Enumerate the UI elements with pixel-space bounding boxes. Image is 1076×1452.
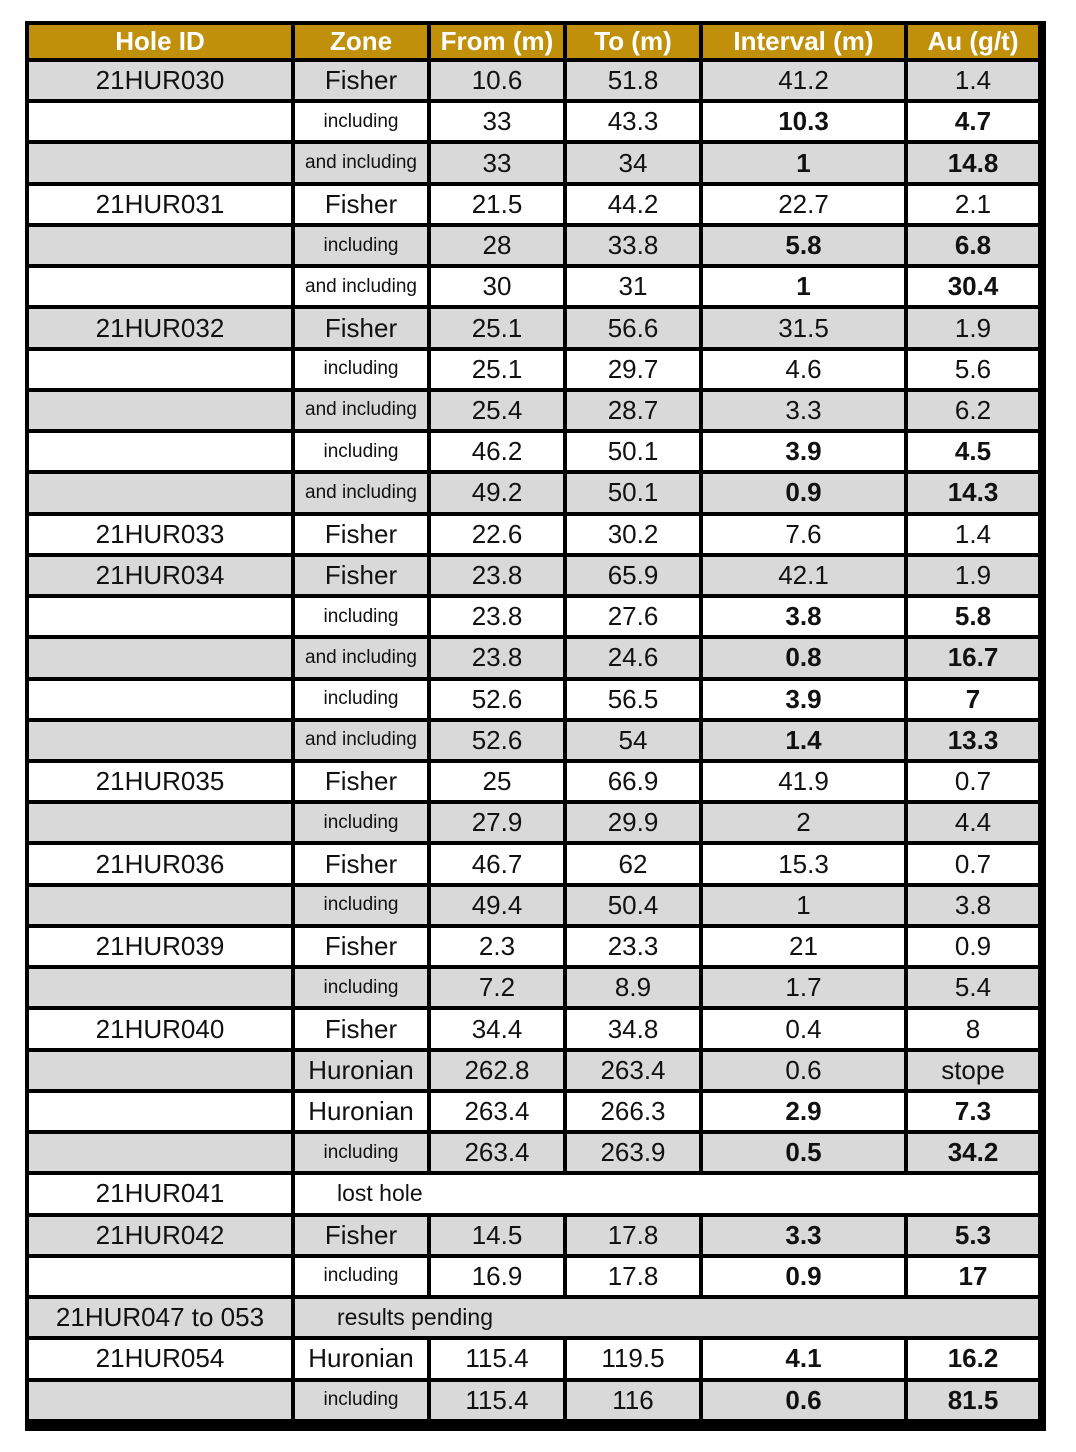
cell-au: 2.1 [908,186,1038,223]
cell-zone: including [295,887,427,924]
cell-from: 33 [431,103,563,140]
cell-zone: and including [295,474,427,511]
cell-hole-id [29,392,291,429]
cell-zone: including [295,598,427,635]
cell-from: 49.4 [431,887,563,924]
cell-hole-id [29,969,291,1006]
cell-hole-id [29,1093,291,1130]
cell-to: 29.9 [567,804,699,841]
cell-interval: 31.5 [703,309,904,346]
cell-to: 17.8 [567,1217,699,1254]
cell-hole-id [29,144,291,181]
cell-hole-id [29,722,291,759]
cell-interval: 2.9 [703,1093,904,1130]
cell-from: 52.6 [431,722,563,759]
cell-hole-id [29,804,291,841]
cell-from: 23.8 [431,639,563,676]
cell-to: 34 [567,144,699,181]
cell-zone: including [295,1382,427,1420]
cell-au: 0.9 [908,928,1038,965]
table-row [29,516,1038,553]
cell-to: 62 [567,845,699,882]
table-row [29,969,1038,1006]
cell-au: 81.5 [908,1382,1038,1420]
table-row [29,598,1038,635]
header-interval: Interval (m) [703,25,904,58]
cell-interval: 41.9 [703,763,904,800]
cell-interval: 4.1 [703,1340,904,1377]
cell-to: 30.2 [567,516,699,553]
cell-zone: Huronian [295,1093,427,1130]
cell-interval: 7.6 [703,516,904,553]
cell-hole-id [29,1052,291,1089]
cell-to: 28.7 [567,392,699,429]
cell-au: 0.7 [908,845,1038,882]
cell-zone: and including [295,392,427,429]
table-row [29,722,1038,759]
cell-hole-id: 21HUR047 to 053 [29,1299,291,1336]
cell-from: 22.6 [431,516,563,553]
cell-note: results pending [295,1299,1038,1336]
cell-from: 52.6 [431,681,563,718]
cell-from: 25.1 [431,351,563,388]
cell-au: 34.2 [908,1134,1038,1171]
table-row [29,1340,1038,1377]
cell-from: 25 [431,763,563,800]
cell-from: 263.4 [431,1093,563,1130]
cell-from: 7.2 [431,969,563,1006]
cell-au: 7.3 [908,1093,1038,1130]
cell-to: 44.2 [567,186,699,223]
cell-to: 51.8 [567,62,699,99]
cell-zone: Huronian [295,1340,427,1377]
table-row [29,62,1038,99]
cell-hole-id [29,474,291,511]
table-row [29,1052,1038,1089]
cell-hole-id [29,598,291,635]
cell-to: 266.3 [567,1093,699,1130]
cell-to: 31 [567,268,699,305]
cell-au: 3.8 [908,887,1038,924]
cell-hole-id [29,1258,291,1295]
cell-interval: 15.3 [703,845,904,882]
cell-zone: including [295,804,427,841]
cell-au: 1.4 [908,516,1038,553]
cell-from: 46.7 [431,845,563,882]
cell-zone: and including [295,144,427,181]
cell-zone: Fisher [295,186,427,223]
cell-interval: 0.6 [703,1052,904,1089]
cell-interval: 1 [703,144,904,181]
cell-zone: including [295,351,427,388]
table-row [29,1093,1038,1130]
table-row [29,1299,1038,1336]
cell-au: 30.4 [908,268,1038,305]
header-au: Au (g/t) [908,25,1038,58]
cell-to: 50.1 [567,474,699,511]
cell-zone: Fisher [295,62,427,99]
cell-interval: 2 [703,804,904,841]
cell-zone: Huronian [295,1052,427,1089]
cell-interval: 5.8 [703,227,904,264]
cell-interval: 1.7 [703,969,904,1006]
cell-au: 1.4 [908,62,1038,99]
cell-au: 4.5 [908,433,1038,470]
table-row [29,1134,1038,1171]
cell-from: 30 [431,268,563,305]
table-row [29,639,1038,676]
cell-interval: 10.3 [703,103,904,140]
cell-interval: 0.4 [703,1010,904,1047]
cell-interval: 0.8 [703,639,904,676]
cell-interval: 21 [703,928,904,965]
header-zone: Zone [295,25,427,58]
cell-au: 14.3 [908,474,1038,511]
cell-from: 10.6 [431,62,563,99]
cell-hole-id [29,103,291,140]
cell-hole-id [29,268,291,305]
cell-to: 50.1 [567,433,699,470]
cell-zone: including [295,1134,427,1171]
cell-interval: 41.2 [703,62,904,99]
table-row [29,1175,1038,1212]
cell-au: 4.7 [908,103,1038,140]
cell-interval: 3.8 [703,598,904,635]
cell-note: lost hole [295,1175,1038,1212]
cell-interval: 3.9 [703,681,904,718]
cell-hole-id [29,1382,291,1420]
cell-interval: 0.9 [703,474,904,511]
cell-to: 29.7 [567,351,699,388]
table-row [29,887,1038,924]
cell-to: 119.5 [567,1340,699,1377]
cell-au: 1.9 [908,557,1038,594]
cell-zone: Fisher [295,928,427,965]
cell-hole-id [29,1134,291,1171]
table-row [29,227,1038,264]
cell-from: 21.5 [431,186,563,223]
cell-au: stope [908,1052,1038,1089]
assay-results-table [25,21,1042,1423]
cell-au: 13.3 [908,722,1038,759]
cell-from: 25.1 [431,309,563,346]
table-row [29,1382,1038,1420]
cell-hole-id [29,639,291,676]
cell-zone: Fisher [295,557,427,594]
cell-au: 17 [908,1258,1038,1295]
cell-interval: 4.6 [703,351,904,388]
cell-zone: and including [295,639,427,676]
table-row [29,433,1038,470]
cell-hole-id [29,227,291,264]
cell-au: 16.7 [908,639,1038,676]
cell-au: 1.9 [908,309,1038,346]
cell-au: 6.2 [908,392,1038,429]
cell-from: 115.4 [431,1340,563,1377]
cell-zone: Fisher [295,763,427,800]
table-row [29,144,1038,181]
cell-au: 5.6 [908,351,1038,388]
cell-au: 16.2 [908,1340,1038,1377]
cell-to: 8.9 [567,969,699,1006]
cell-from: 23.8 [431,598,563,635]
cell-hole-id: 21HUR034 [29,557,291,594]
cell-interval: 3.3 [703,1217,904,1254]
cell-to: 34.8 [567,1010,699,1047]
table-row [29,845,1038,882]
table-body [29,62,1038,1419]
cell-au: 5.4 [908,969,1038,1006]
cell-zone: including [295,227,427,264]
cell-au: 4.4 [908,804,1038,841]
cell-from: 23.8 [431,557,563,594]
cell-zone: Fisher [295,845,427,882]
table-row [29,557,1038,594]
cell-au: 5.3 [908,1217,1038,1254]
cell-to: 43.3 [567,103,699,140]
cell-hole-id [29,681,291,718]
table-row [29,309,1038,346]
cell-hole-id: 21HUR039 [29,928,291,965]
cell-hole-id: 21HUR054 [29,1340,291,1377]
cell-to: 17.8 [567,1258,699,1295]
table-row [29,474,1038,511]
cell-zone: including [295,103,427,140]
table-row [29,1217,1038,1254]
cell-to: 27.6 [567,598,699,635]
cell-from: 25.4 [431,392,563,429]
cell-to: 263.4 [567,1052,699,1089]
table-row [29,1258,1038,1295]
cell-zone: and including [295,722,427,759]
cell-zone: including [295,969,427,1006]
cell-au: 7 [908,681,1038,718]
cell-interval: 0.5 [703,1134,904,1171]
cell-from: 2.3 [431,928,563,965]
assay-results-table-frame [25,21,1046,1431]
cell-interval: 3.9 [703,433,904,470]
cell-zone: including [295,433,427,470]
cell-hole-id [29,433,291,470]
cell-interval: 22.7 [703,186,904,223]
cell-au: 5.8 [908,598,1038,635]
table-row [29,186,1038,223]
cell-hole-id: 21HUR042 [29,1217,291,1254]
cell-to: 23.3 [567,928,699,965]
table-row [29,392,1038,429]
cell-hole-id: 21HUR036 [29,845,291,882]
cell-from: 263.4 [431,1134,563,1171]
table-row [29,268,1038,305]
cell-hole-id: 21HUR031 [29,186,291,223]
cell-from: 46.2 [431,433,563,470]
cell-interval: 1 [703,887,904,924]
table-row [29,1010,1038,1047]
cell-hole-id: 21HUR035 [29,763,291,800]
cell-interval: 3.3 [703,392,904,429]
cell-interval: 42.1 [703,557,904,594]
cell-zone: and including [295,268,427,305]
cell-from: 27.9 [431,804,563,841]
table-row [29,681,1038,718]
cell-from: 49.2 [431,474,563,511]
table-header-row [29,25,1038,58]
cell-au: 0.7 [908,763,1038,800]
cell-to: 65.9 [567,557,699,594]
table-row [29,763,1038,800]
cell-to: 33.8 [567,227,699,264]
cell-interval: 0.6 [703,1382,904,1420]
cell-hole-id [29,351,291,388]
cell-from: 14.5 [431,1217,563,1254]
cell-from: 34.4 [431,1010,563,1047]
table-row [29,804,1038,841]
cell-to: 56.6 [567,309,699,346]
cell-zone: Fisher [295,1217,427,1254]
cell-au: 6.8 [908,227,1038,264]
cell-hole-id: 21HUR030 [29,62,291,99]
cell-interval: 0.9 [703,1258,904,1295]
cell-hole-id: 21HUR033 [29,516,291,553]
cell-interval: 1.4 [703,722,904,759]
cell-from: 16.9 [431,1258,563,1295]
cell-hole-id: 21HUR041 [29,1175,291,1212]
table-row [29,351,1038,388]
cell-zone: Fisher [295,309,427,346]
cell-au: 14.8 [908,144,1038,181]
cell-hole-id: 21HUR032 [29,309,291,346]
cell-from: 115.4 [431,1382,563,1420]
cell-interval: 1 [703,268,904,305]
cell-to: 54 [567,722,699,759]
cell-zone: Fisher [295,1010,427,1047]
cell-to: 24.6 [567,639,699,676]
cell-from: 28 [431,227,563,264]
header-hole-id: Hole ID [29,25,291,58]
cell-zone: including [295,681,427,718]
cell-zone: including [295,1258,427,1295]
cell-from: 33 [431,144,563,181]
cell-to: 116 [567,1382,699,1420]
table-row [29,103,1038,140]
cell-au: 8 [908,1010,1038,1047]
header-from: From (m) [431,25,563,58]
cell-hole-id: 21HUR040 [29,1010,291,1047]
cell-to: 66.9 [567,763,699,800]
cell-to: 56.5 [567,681,699,718]
cell-hole-id [29,887,291,924]
cell-to: 263.9 [567,1134,699,1171]
cell-zone: Fisher [295,516,427,553]
table-row [29,928,1038,965]
header-to: To (m) [567,25,699,58]
cell-from: 262.8 [431,1052,563,1089]
cell-to: 50.4 [567,887,699,924]
